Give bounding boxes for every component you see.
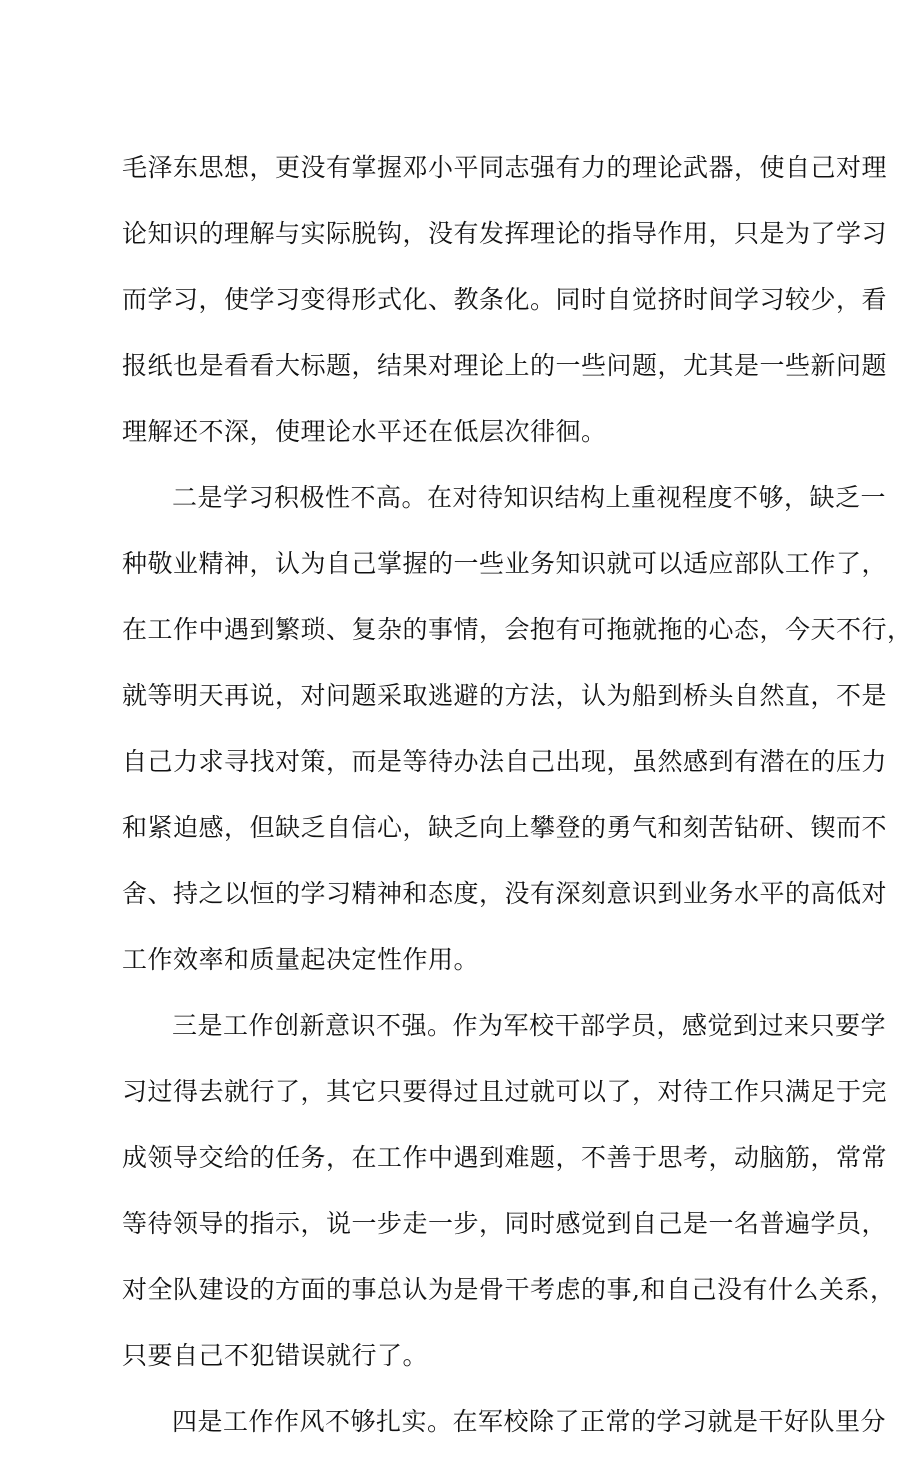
text-line: 自己力求寻找对策，而是等待办法自己出现，虽然感到有潜在的压力 bbox=[122, 747, 888, 776]
text-line: 毛泽东思想，更没有掌握邓小平同志强有力的理论武器，使自己对理 bbox=[122, 153, 888, 182]
document-body bbox=[122, 146, 913, 1466]
text-line: 等待领导的指示，说一步走一步，同时感觉到自己是一名普遍学员， bbox=[122, 1209, 888, 1238]
text-line: 而学习，使学习变得形式化、教条化。同时自觉挤时间学习较少，看 bbox=[122, 285, 888, 314]
paragraph-2 bbox=[122, 476, 913, 982]
text-line: 就等明天再说，对问题采取逃避的方法，认为船到桥头自然直，不是 bbox=[122, 681, 888, 710]
text-line: 论知识的理解与实际脱钩，没有发挥理论的指导作用，只是为了学习 bbox=[122, 219, 888, 248]
text-line: 工作效率和质量起决定性作用。 bbox=[122, 945, 480, 974]
text-line: 对全队建设的方面的事总认为是骨干考虑的事,和自己没有什么关系， bbox=[122, 1275, 896, 1304]
text-line: 习过得去就行了，其它只要得过且过就可以了，对待工作只满足于完 bbox=[122, 1077, 888, 1106]
text-line: 二是学习积极性不高。在对待知识结构上重视程度不够，缺乏一 bbox=[172, 483, 887, 512]
text-line: 在工作中遇到繁琐、复杂的事情，会抱有可拖就拖的心态，今天不行， bbox=[122, 615, 913, 644]
text-line: 舍、持之以恒的学习精神和态度，没有深刻意识到业务水平的高低对 bbox=[122, 879, 888, 908]
paragraph-3 bbox=[122, 1004, 896, 1378]
text-line: 四是工作作风不够扎实。在军校除了正常的学习就是干好队里分 bbox=[172, 1407, 887, 1436]
text-line: 种敬业精神，认为自己掌握的一些业务知识就可以适应部队工作了， bbox=[122, 549, 888, 578]
text-line: 理解还不深，使理论水平还在低层次徘徊。 bbox=[122, 417, 607, 446]
text-line: 三是工作创新意识不强。作为军校干部学员，感觉到过来只要学 bbox=[172, 1011, 887, 1040]
text-line: 成领导交给的任务，在工作中遇到难题，不善于思考，动脑筋，常常 bbox=[122, 1143, 888, 1172]
text-line: 只要自己不犯错误就行了。 bbox=[122, 1341, 429, 1370]
paragraph-1 bbox=[122, 146, 888, 454]
paragraph-4 bbox=[122, 1400, 887, 1444]
text-line: 报纸也是看看大标题，结果对理论上的一些问题，尤其是一些新问题 bbox=[122, 351, 888, 380]
text-line: 和紧迫感，但缺乏自信心，缺乏向上攀登的勇气和刻苦钻研、锲而不 bbox=[122, 813, 888, 842]
